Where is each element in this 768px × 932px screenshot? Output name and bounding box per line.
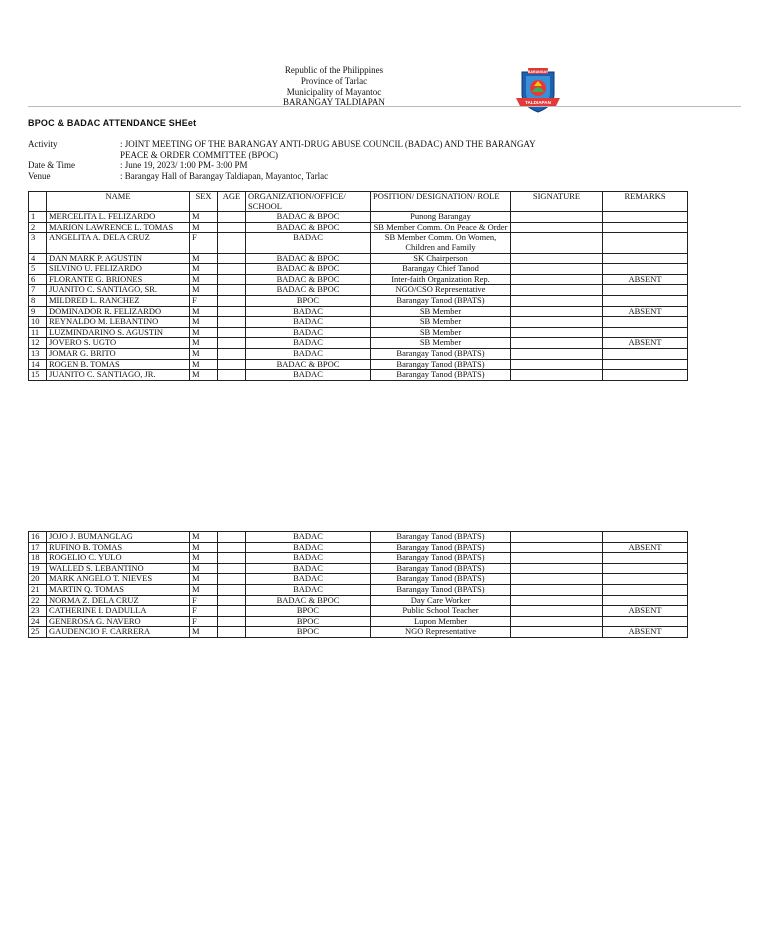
organization-cell: BADAC	[246, 327, 371, 338]
sex-cell: M	[190, 264, 218, 275]
name-cell: JUANITO C. SANTIAGO, JR.	[47, 370, 190, 381]
sex-cell: M	[190, 306, 218, 317]
organization-cell: BADAC	[246, 532, 371, 543]
row-number: 25	[29, 627, 47, 638]
organization-cell: BADAC	[246, 584, 371, 595]
sex-cell: M	[190, 370, 218, 381]
info-value: : JOINT MEETING OF THE BARANGAY ANTI-DRUG ABUSE COUNCIL (BADAC) AND THE BARANGAY PEACE & ORDER COMMITTEE (BPOC)	[120, 139, 536, 160]
signature-cell[interactable]	[511, 584, 603, 595]
table-row	[29, 274, 688, 285]
info-row-date-time	[28, 160, 560, 171]
organization-cell: BADAC & BPOC	[246, 359, 371, 370]
row-number: 3	[29, 233, 47, 253]
name-cell: MARTIN Q. TOMAS	[47, 584, 190, 595]
remarks-cell	[603, 616, 688, 627]
name-cell: MARION LAWRENCE L. TOMAS	[47, 222, 190, 233]
signature-cell[interactable]	[511, 338, 603, 349]
row-number: 4	[29, 253, 47, 264]
remarks-cell: ABSENT	[603, 542, 688, 553]
position-cell: Barangay Tanod (BPATS)	[371, 370, 511, 381]
signature-cell[interactable]	[511, 627, 603, 638]
remarks-cell	[603, 553, 688, 564]
organization-cell: BADAC & BPOC	[246, 222, 371, 233]
position-cell: SK Chairperson	[371, 253, 511, 264]
signature-cell[interactable]	[511, 606, 603, 617]
organization-cell: BADAC	[246, 574, 371, 585]
age-cell	[218, 295, 246, 306]
signature-cell[interactable]	[511, 370, 603, 381]
remarks-cell	[603, 359, 688, 370]
sex-cell: M	[190, 359, 218, 370]
table-row	[29, 327, 688, 338]
remarks-cell	[603, 253, 688, 264]
name-cell: ROGEN B. TOMAS	[47, 359, 190, 370]
remarks-cell	[603, 370, 688, 381]
name-cell: JOMAR G. BRITO	[47, 348, 190, 359]
logo-top-text: BARANGAY	[527, 69, 549, 74]
table-row	[29, 542, 688, 553]
name-cell: DAN MARK P. AGUSTIN	[47, 253, 190, 264]
sex-cell: M	[190, 222, 218, 233]
position-cell: Barangay Tanod (BPATS)	[371, 542, 511, 553]
table-row	[29, 317, 688, 328]
position-cell: Day Care Worker	[371, 595, 511, 606]
table-body-page-2	[29, 532, 688, 638]
remarks-cell	[603, 264, 688, 275]
position-cell: Inter-faith Organization Rep.	[371, 274, 511, 285]
logo-bottom-text: TALDIAPAN	[525, 100, 551, 105]
signature-cell[interactable]	[511, 264, 603, 275]
row-number: 24	[29, 616, 47, 627]
name-cell: GAUDENCIO F. CARRERA	[47, 627, 190, 638]
sex-cell: F	[190, 616, 218, 627]
signature-cell[interactable]	[511, 532, 603, 543]
remarks-cell: ABSENT	[603, 274, 688, 285]
col-header-age: AGE	[218, 192, 246, 212]
name-cell: MILDRED L. RANCHEZ	[47, 295, 190, 306]
position-cell: Barangay Chief Tanod	[371, 264, 511, 275]
signature-cell[interactable]	[511, 563, 603, 574]
signature-cell[interactable]	[511, 327, 603, 338]
position-cell: SB Member	[371, 317, 511, 328]
info-label: Venue	[28, 170, 51, 181]
row-number: 11	[29, 327, 47, 338]
col-header-signature: SIGNATURE	[511, 192, 603, 212]
organization-cell: BADAC	[246, 306, 371, 317]
organization-cell: BADAC	[246, 233, 371, 253]
row-number: 1	[29, 212, 47, 223]
age-cell	[218, 274, 246, 285]
row-number: 22	[29, 595, 47, 606]
table-header-row	[29, 192, 688, 212]
sex-cell: F	[190, 295, 218, 306]
name-cell: JOJO J. BUMANGLAG	[47, 532, 190, 543]
name-cell: JUANITO C. SANTIAGO, SR.	[47, 285, 190, 296]
position-cell: Punong Barangay	[371, 212, 511, 223]
table-row	[29, 532, 688, 543]
row-number: 15	[29, 370, 47, 381]
age-cell	[218, 233, 246, 253]
age-cell	[218, 222, 246, 233]
position-cell: Barangay Tanod (BPATS)	[371, 359, 511, 370]
sex-cell: M	[190, 285, 218, 296]
age-cell	[218, 553, 246, 564]
position-cell: Barangay Tanod (BPATS)	[371, 584, 511, 595]
header-line-2: Province of Tarlac	[300, 75, 368, 86]
signature-cell[interactable]	[511, 285, 603, 296]
organization-cell: BADAC & BPOC	[246, 253, 371, 264]
name-cell: REYNALDO M. LEBANTINO	[47, 317, 190, 328]
table-row	[29, 264, 688, 275]
table-row	[29, 222, 688, 233]
table-row	[29, 574, 688, 585]
remarks-cell	[603, 295, 688, 306]
col-header-position: POSITION/ DESIGNATION/ ROLE	[371, 192, 511, 212]
sex-cell: M	[190, 574, 218, 585]
age-cell	[218, 606, 246, 617]
signature-cell[interactable]	[511, 553, 603, 564]
table-row	[29, 348, 688, 359]
name-cell: MARK ANGELO T. NIEVES	[47, 574, 190, 585]
attendance-table-page-1	[28, 191, 688, 381]
age-cell	[218, 338, 246, 349]
header-line-3: Municipality of Mayantoc	[286, 86, 382, 97]
age-cell	[218, 563, 246, 574]
position-cell: Lupon Member	[371, 616, 511, 627]
info-value: : Barangay Hall of Barangay Taldiapan, Mayantoc, Tarlac	[120, 170, 329, 181]
age-cell	[218, 306, 246, 317]
sex-cell: M	[190, 563, 218, 574]
organization-cell: BPOC	[246, 627, 371, 638]
table-row	[29, 370, 688, 381]
sex-cell: M	[190, 584, 218, 595]
age-cell	[218, 327, 246, 338]
age-cell	[218, 627, 246, 638]
name-cell: NORMA Z. DELA CRUZ	[47, 595, 190, 606]
age-cell	[218, 584, 246, 595]
position-cell: SB Member Comm. On Peace & Order	[371, 222, 511, 233]
remarks-cell	[603, 584, 688, 595]
age-cell	[218, 595, 246, 606]
remarks-cell: ABSENT	[603, 338, 688, 349]
row-number: 8	[29, 295, 47, 306]
signature-cell[interactable]	[511, 306, 603, 317]
sex-cell: M	[190, 532, 218, 543]
sex-cell: M	[190, 627, 218, 638]
row-number: 2	[29, 222, 47, 233]
signature-cell[interactable]	[511, 253, 603, 264]
signature-cell[interactable]	[511, 222, 603, 233]
age-cell	[218, 359, 246, 370]
organization-cell: BADAC	[246, 348, 371, 359]
signature-cell[interactable]	[511, 295, 603, 306]
position-cell: SB Member	[371, 338, 511, 349]
remarks-cell	[603, 574, 688, 585]
col-header-organization: ORGANIZATION/OFFICE/ SCHOOL	[246, 192, 371, 212]
age-cell	[218, 317, 246, 328]
page-title: BPOC & BADAC ATTENDANCE SHEet	[28, 118, 197, 128]
sex-cell: M	[190, 212, 218, 223]
table-row	[29, 627, 688, 638]
sex-cell: M	[190, 317, 218, 328]
name-cell: LUZMINDARINO S. AGUSTIN	[47, 327, 190, 338]
age-cell	[218, 253, 246, 264]
name-cell: ANGELITA A. DELA CRUZ	[47, 233, 190, 253]
signature-cell[interactable]	[511, 233, 603, 253]
organization-cell: BADAC	[246, 553, 371, 564]
position-cell: Barangay Tanod (BPATS)	[371, 348, 511, 359]
sex-cell: M	[190, 338, 218, 349]
name-cell: SILVINO U. FELIZARDO	[47, 264, 190, 275]
col-header-sex: SEX	[190, 192, 218, 212]
info-label: Activity	[28, 139, 58, 149]
remarks-cell: ABSENT	[603, 306, 688, 317]
row-number: 12	[29, 338, 47, 349]
table-row	[29, 553, 688, 564]
position-cell: SB Member	[371, 327, 511, 338]
position-cell: Barangay Tanod (BPATS)	[371, 574, 511, 585]
name-cell: ROGELIO C. YULO	[47, 553, 190, 564]
activity-info	[28, 139, 560, 181]
remarks-cell	[603, 222, 688, 233]
table-row	[29, 233, 688, 253]
table-row	[29, 253, 688, 264]
organization-cell: BPOC	[246, 295, 371, 306]
signature-cell[interactable]	[511, 359, 603, 370]
table-row	[29, 338, 688, 349]
row-number: 20	[29, 574, 47, 585]
organization-cell: BADAC & BPOC	[246, 274, 371, 285]
info-label: Date & Time	[28, 160, 76, 170]
sex-cell: F	[190, 606, 218, 617]
row-number: 21	[29, 584, 47, 595]
organization-cell: BADAC	[246, 338, 371, 349]
signature-cell[interactable]	[511, 595, 603, 606]
signature-cell[interactable]	[511, 317, 603, 328]
table-row	[29, 584, 688, 595]
age-cell	[218, 285, 246, 296]
table-row	[29, 595, 688, 606]
info-row-venue	[28, 171, 560, 182]
age-cell	[218, 532, 246, 543]
row-number: 14	[29, 359, 47, 370]
info-value: : June 19, 2023/ 1:00 PM- 3:00 PM	[120, 160, 248, 170]
header-line-1: Republic of the Philippines	[284, 65, 384, 75]
position-cell: SB Member Comm. On Women, Children and Family	[371, 233, 511, 253]
sex-cell: F	[190, 595, 218, 606]
age-cell	[218, 616, 246, 627]
age-cell	[218, 370, 246, 381]
table-row	[29, 212, 688, 223]
sex-cell: F	[190, 233, 218, 253]
signature-cell[interactable]	[511, 542, 603, 553]
name-cell: JOVERO S. UGTO	[47, 338, 190, 349]
organization-cell: BADAC & BPOC	[246, 595, 371, 606]
header-line-4: BARANGAY TALDIAPAN	[283, 97, 385, 108]
document-header	[234, 65, 434, 108]
col-header-remarks: REMARKS	[603, 192, 688, 212]
age-cell	[218, 542, 246, 553]
table-row	[29, 295, 688, 306]
name-cell: MERCELITA L. FELIZARDO	[47, 212, 190, 223]
name-cell: FLORANTE G. BRIONES	[47, 274, 190, 285]
remarks-cell: ABSENT	[603, 606, 688, 617]
position-cell: NGO Representative	[371, 627, 511, 638]
row-number: 10	[29, 317, 47, 328]
col-header-name: NAME	[47, 192, 190, 212]
remarks-cell	[603, 212, 688, 223]
remarks-cell	[603, 233, 688, 253]
remarks-cell	[603, 563, 688, 574]
row-number: 13	[29, 348, 47, 359]
row-number: 18	[29, 553, 47, 564]
position-cell: Barangay Tanod (BPATS)	[371, 532, 511, 543]
position-cell: Barangay Tanod (BPATS)	[371, 295, 511, 306]
organization-cell: BADAC & BPOC	[246, 285, 371, 296]
position-cell: NGO/CSO Representative	[371, 285, 511, 296]
remarks-cell: ABSENT	[603, 627, 688, 638]
info-row-activity	[28, 139, 560, 160]
table-row	[29, 306, 688, 317]
remarks-cell	[603, 285, 688, 296]
row-number: 19	[29, 563, 47, 574]
age-cell	[218, 264, 246, 275]
remarks-cell	[603, 348, 688, 359]
age-cell	[218, 212, 246, 223]
row-number: 7	[29, 285, 47, 296]
name-cell: GENEROSA G. NAVERO	[47, 616, 190, 627]
row-number: 23	[29, 606, 47, 617]
sex-cell: M	[190, 327, 218, 338]
sex-cell: M	[190, 553, 218, 564]
signature-cell[interactable]	[511, 616, 603, 627]
table-row	[29, 285, 688, 296]
organization-cell: BADAC	[246, 317, 371, 328]
row-number: 9	[29, 306, 47, 317]
remarks-cell	[603, 595, 688, 606]
header-divider	[28, 106, 741, 107]
remarks-cell	[603, 532, 688, 543]
organization-cell: BADAC & BPOC	[246, 264, 371, 275]
remarks-cell	[603, 317, 688, 328]
row-number: 5	[29, 264, 47, 275]
table-row	[29, 616, 688, 627]
signature-cell[interactable]	[511, 212, 603, 223]
table-row	[29, 359, 688, 370]
organization-cell: BADAC & BPOC	[246, 212, 371, 223]
organization-cell: BADAC	[246, 563, 371, 574]
sex-cell: M	[190, 253, 218, 264]
signature-cell[interactable]	[511, 574, 603, 585]
attendance-table-page-2	[28, 531, 688, 638]
position-cell: SB Member	[371, 306, 511, 317]
name-cell: WALLED S. LEBANTINO	[47, 563, 190, 574]
name-cell: RUFINO B. TOMAS	[47, 542, 190, 553]
organization-cell: BADAC	[246, 370, 371, 381]
remarks-cell	[603, 327, 688, 338]
row-number: 16	[29, 532, 47, 543]
table-body-page-1	[29, 212, 688, 381]
row-number: 17	[29, 542, 47, 553]
organization-cell: BADAC	[246, 542, 371, 553]
organization-cell: BPOC	[246, 606, 371, 617]
age-cell	[218, 348, 246, 359]
sex-cell: M	[190, 348, 218, 359]
organization-cell: BPOC	[246, 616, 371, 627]
row-number: 6	[29, 274, 47, 285]
position-cell: Public School Teacher	[371, 606, 511, 617]
name-cell: CATHERINE I. DADULLA	[47, 606, 190, 617]
position-cell: Barangay Tanod (BPATS)	[371, 563, 511, 574]
position-cell: Barangay Tanod (BPATS)	[371, 553, 511, 564]
sex-cell: M	[190, 274, 218, 285]
table-row	[29, 563, 688, 574]
sex-cell: M	[190, 542, 218, 553]
name-cell: DOMINADOR R. FELIZARDO	[47, 306, 190, 317]
col-header-no	[29, 192, 47, 212]
signature-cell[interactable]	[511, 348, 603, 359]
signature-cell[interactable]	[511, 274, 603, 285]
age-cell	[218, 574, 246, 585]
table-row	[29, 606, 688, 617]
